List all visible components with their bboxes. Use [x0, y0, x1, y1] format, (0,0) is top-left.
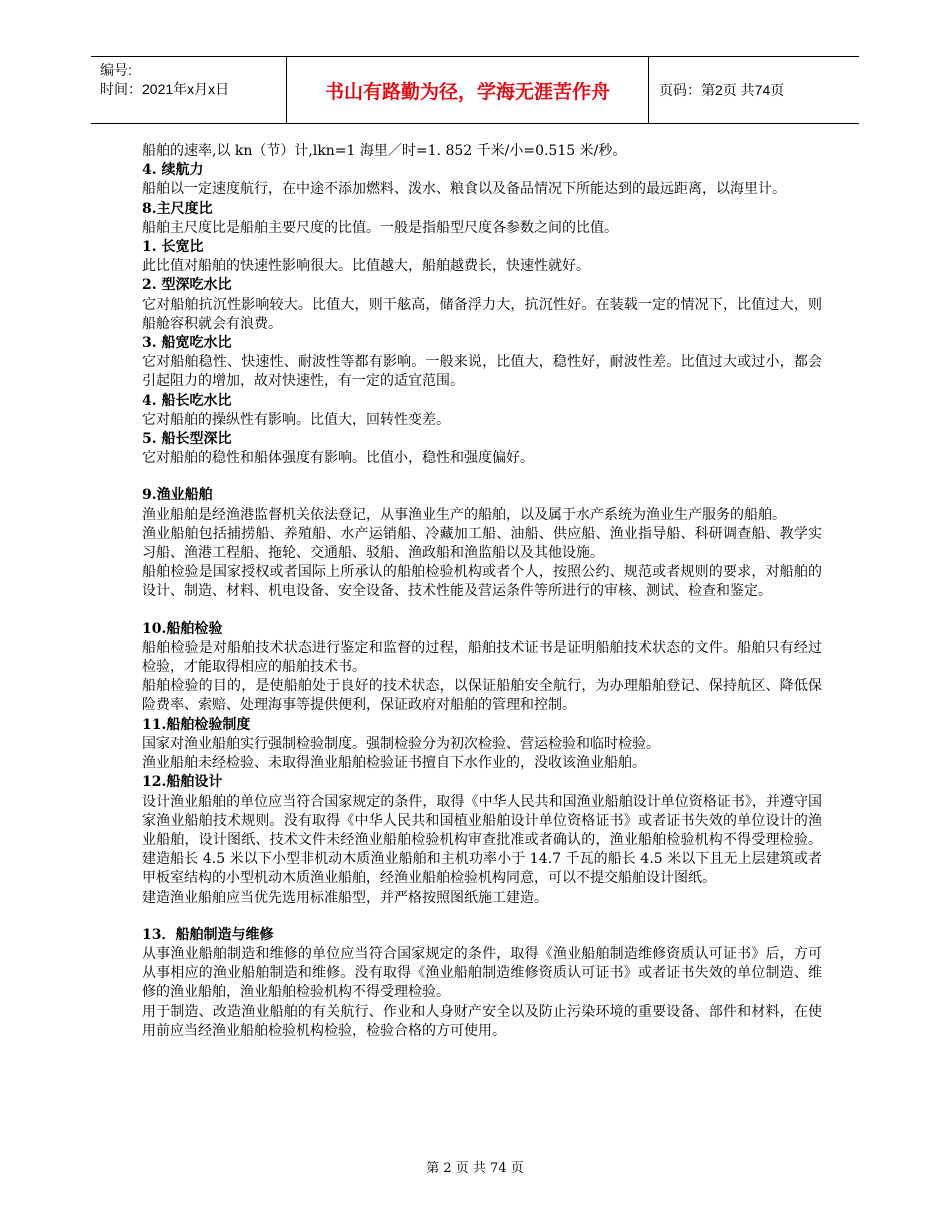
paragraph: 它对船舶的操纵性有影响。比值大，回转性变差。 — [142, 411, 450, 428]
paragraph: 渔业船舶包括捕捞船、养殖船、水产运销船、冷藏加工船、油船、供应船、渔业指导船、科研调查船、教学实习船、渔港工程船、拖轮、交通船、驳船、渔政船和渔监船以及其他设施。 — [142, 525, 822, 562]
paragraph: 设计渔业船舶的单位应当符合国家规定的条件，取得《中华人民共和国渔业船舶设计单位资格证书》，并遵守国家渔业船舶技术规则。没有取得《中华人民共和国植业船舶设计单位资格证书》或者证书失效的单位设计的渔业船舶，设计图纸、技术文件未经渔业船舶检验机构审查批准或者确认的，渔业船舶检验机构不得受理检验。建造船长 4.5 米以下小型非机动木质渔业船舶和主机功率小于 14.7 千瓦的船长 4.5 米以下且无上层建筑或者甲板室结构的小型机动木质渔业船舶，经渔业船舶检验机构同意，可以不提交船舶设计图纸。 — [142, 793, 822, 887]
page-footer: 第 2 页 共 74 页 — [426, 1161, 524, 1176]
section-heading: 9.渔业船舶 — [142, 487, 213, 504]
section-heading: 10.船舶检验 — [142, 620, 223, 637]
section-heading: 3. 船宽吃水比 — [142, 335, 232, 352]
paragraph: 船舶检验的目的，是使船舶处于良好的技术状态，以保证船舶安全航行，为办理船舶登记、保持航区、降低保险费率、索赔、处理海事等提供便利，保证政府对船舶的管理和控制。 — [142, 678, 822, 714]
paragraph: 船舶检验是对船舶技术状态进行鉴定和监督的过程，船舶技术证书是证明船舶技术状态的文件。船舶只有经过检验，才能取得相应的船舶技术书。 — [142, 639, 822, 676]
section-heading: 1. 长宽比 — [142, 239, 204, 256]
paragraph: 它对船舶稳性、快速性、耐波性等都有影响。一般来说，比值大，稳性好，耐波性差。比值过大或过小，都会引起阻力的增加，故对快速性，有一定的适宜范围。 — [142, 354, 822, 390]
paragraph: 船舶的速率,以 kn（节）计,lkn=1 海里／时=1. 852 千米/小=0.515 米/秒。 — [142, 143, 627, 159]
paragraph: 它对船舶抗沉性影响较大。比值大，则干舷高，储备浮力大，抗沉性好。在装载一定的情况下，比值过大，则船舱容积就会有浪费。 — [142, 296, 822, 332]
section-heading: 5. 船长型深比 — [142, 431, 232, 448]
page-header — [91, 56, 859, 124]
section-heading: 11.船舶检验制度 — [142, 716, 251, 733]
paragraph: 渔业船舶是经渔港监督机关依法登记，从事渔业生产的船舶，以及属于水产系统为渔业生产服务的船舶。 — [142, 506, 786, 523]
section-heading: 8.主尺度比 — [142, 200, 213, 217]
section-heading: 2. 型深吃水比 — [142, 277, 232, 294]
section-heading: 12.船舶设计 — [142, 774, 223, 791]
paragraph: 国家对渔业船舶实行强制检验制度。强制检验分为初次检验、营运检验和临时检验。 — [142, 735, 660, 752]
header-motto: 书山有路勤为径，学海无涯苦作舟 — [286, 57, 649, 123]
time-label: 时间：2021年x月x日 — [100, 81, 230, 97]
paragraph: 船舶主尺度比是船舶主要尺度的比值。一般是指船型尺度各参数之间的比值。 — [142, 219, 618, 236]
section-heading: 13．船舶制造与维修 — [142, 926, 274, 943]
doc-number-label: 编号: — [100, 62, 132, 78]
paragraph: 船舶以一定速度航行，在中途不添加燃料、泼水、粮食以及备品情况下所能达到的最远距离，以海里计。 — [142, 181, 786, 198]
header-left-cell — [91, 57, 286, 123]
paragraph: 建造渔业船舶应当优先选用标准船型，并严格按照图纸施工建造。 — [142, 889, 548, 906]
paragraph: 从事渔业船舶制造和维修的单位应当符合国家规定的条件，取得《渔业船舶制造维修资质认可证书》后，方可从事相应的渔业船舶制造和维修。没有取得《渔业船舶制造维修资质认可证书》或者证书失效的单位制造、维修的渔业船舶，渔业船舶检验机构不得受理检验。 — [142, 945, 822, 1001]
spacer — [142, 468, 822, 486]
paragraph: 此比值对船舶的快速性影响很大。比值越大，船舶越费长，快速性就好。 — [142, 258, 590, 275]
section-heading: 4. 船长吃水比 — [142, 392, 232, 409]
document-body — [142, 142, 822, 1041]
paragraph: 船舶检验是国家授权或者国际上所承认的船舶检验机构或者个人，按照公约、规范或者规则的要求，对船舶的设计、制造、材料、机电设备、安全设备、技术性能及营运条件等所进行的审核、测试、检查和鉴定。 — [142, 564, 822, 600]
section-heading: 4. 续航力 — [142, 162, 204, 179]
spacer — [142, 908, 822, 926]
paragraph: 用于制造、改造渔业船舶的有关航行、作业和人身财产安全以及防止污染环境的重要设备、部件和材料，在使用前应当经渔业船舶检验机构检验，检验合格的方可使用。 — [142, 1003, 822, 1039]
header-page-info: 页码：第2页 共74页 — [659, 82, 785, 98]
paragraph: 渔业船舶未经检验、未取得渔业船舶检验证书擅自下水作业的，没收该渔业船舶。 — [142, 755, 646, 772]
spacer — [142, 602, 822, 620]
paragraph: 它对船舶的稳性和船体强度有影响。比值小，稳性和强度偏好。 — [142, 450, 534, 467]
